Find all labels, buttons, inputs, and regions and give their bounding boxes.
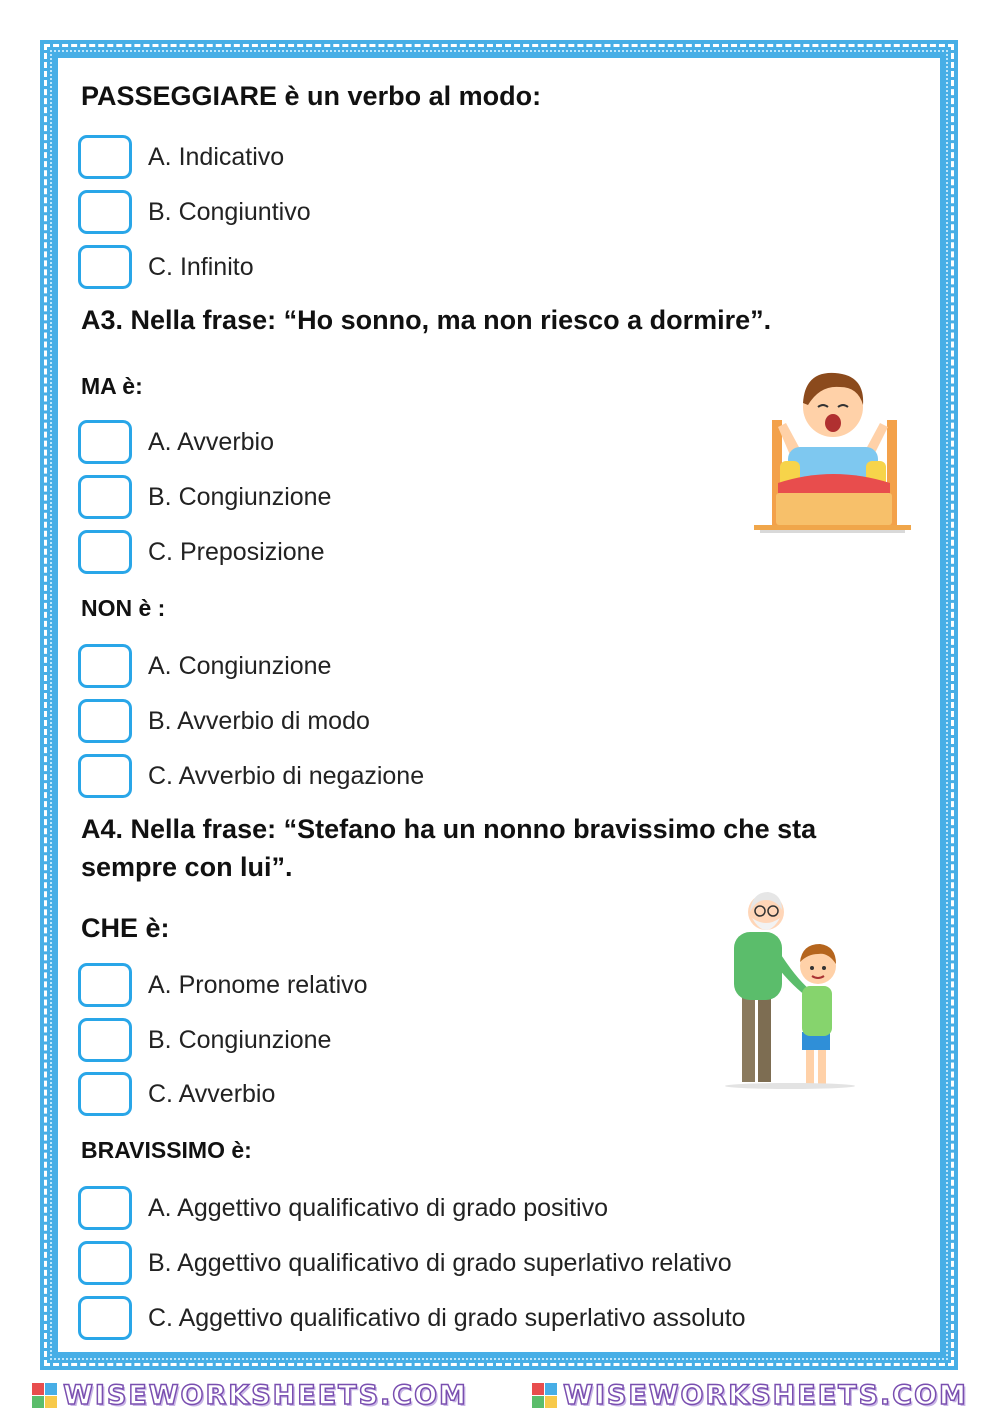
watermark-right	[532, 1380, 968, 1411]
subquestion-che: CHE è:	[81, 913, 170, 943]
checkbox[interactable]	[78, 1186, 132, 1230]
option-ma-c[interactable]	[78, 528, 324, 576]
option-label: A. Aggettivo qualificativo di grado positivo	[148, 1193, 608, 1222]
option-q1-b[interactable]	[78, 188, 311, 236]
option-non-b[interactable]	[78, 697, 370, 745]
option-che-a[interactable]	[78, 961, 368, 1009]
option-label: B. Congiuntivo	[148, 197, 311, 226]
subquestion-bravissimo: BRAVISSIMO è:	[81, 1137, 252, 1163]
watermark-text: WISEWORKSHEETS.COM	[63, 1380, 468, 1411]
checkbox[interactable]	[78, 530, 132, 574]
wiseworksheets-logo-icon	[32, 1383, 57, 1408]
question-a4-line1: A4. Nella frase: “Stefano ha un nonno bravissimo che sta	[81, 814, 817, 844]
option-label: C. Aggettivo qualificativo di grado superlativo assoluto	[148, 1303, 746, 1332]
watermark-text: WISEWORKSHEETS.COM	[563, 1380, 968, 1411]
checkbox[interactable]	[78, 1018, 132, 1062]
option-label: A. Avverbio	[148, 427, 275, 456]
boy-in-bed-illustration	[750, 365, 915, 535]
watermark-left	[32, 1380, 468, 1411]
checkbox[interactable]	[78, 475, 132, 519]
option-q1-c[interactable]	[78, 243, 254, 291]
option-ma-a[interactable]	[78, 418, 274, 466]
option-label: B. Congiunzione	[148, 482, 332, 511]
option-label: B. Aggettivo qualificativo di grado superlativo relativo	[148, 1248, 732, 1277]
checkbox[interactable]	[78, 190, 132, 234]
option-q1-a[interactable]	[78, 133, 284, 181]
option-label: A. Indicativo	[148, 142, 285, 171]
checkbox[interactable]	[78, 963, 132, 1007]
checkbox[interactable]	[78, 135, 132, 179]
option-bravissimo-b[interactable]	[78, 1239, 732, 1287]
checkbox[interactable]	[78, 644, 132, 688]
checkbox[interactable]	[78, 1241, 132, 1285]
question-passeggiare: PASSEGGIARE è un verbo al modo:	[81, 81, 542, 111]
option-bravissimo-a[interactable]	[78, 1184, 608, 1232]
option-label: A. Pronome relativo	[148, 970, 368, 999]
grandfather-and-boy-illustration	[720, 882, 870, 1092]
option-bravissimo-c[interactable]	[78, 1294, 746, 1342]
option-label: B. Congiunzione	[148, 1025, 332, 1054]
option-non-c[interactable]	[78, 752, 424, 800]
checkbox[interactable]	[78, 754, 132, 798]
question-a3: A3. Nella frase: “Ho sonno, ma non riesco a dormire”.	[81, 305, 772, 335]
option-label: C. Infinito	[148, 252, 254, 281]
option-label: C. Preposizione	[148, 537, 325, 566]
option-che-b[interactable]	[78, 1016, 331, 1064]
option-non-a[interactable]	[78, 642, 331, 690]
footer-watermark	[0, 1378, 1000, 1413]
checkbox[interactable]	[78, 1072, 132, 1116]
checkbox[interactable]	[78, 1296, 132, 1340]
checkbox[interactable]	[78, 245, 132, 289]
option-ma-b[interactable]	[78, 473, 331, 521]
option-label: B. Avverbio di modo	[148, 706, 370, 735]
checkbox[interactable]	[78, 699, 132, 743]
checkbox[interactable]	[78, 420, 132, 464]
option-che-c[interactable]	[78, 1070, 275, 1118]
subquestion-non: NON è :	[81, 595, 166, 621]
option-label: A. Congiunzione	[148, 651, 332, 680]
option-label: C. Avverbio di negazione	[148, 761, 425, 790]
option-label: C. Avverbio	[148, 1079, 276, 1108]
question-a4-line2: sempre con lui”.	[81, 852, 293, 882]
subquestion-ma: MA è:	[81, 373, 143, 399]
wiseworksheets-logo-icon	[532, 1383, 557, 1408]
